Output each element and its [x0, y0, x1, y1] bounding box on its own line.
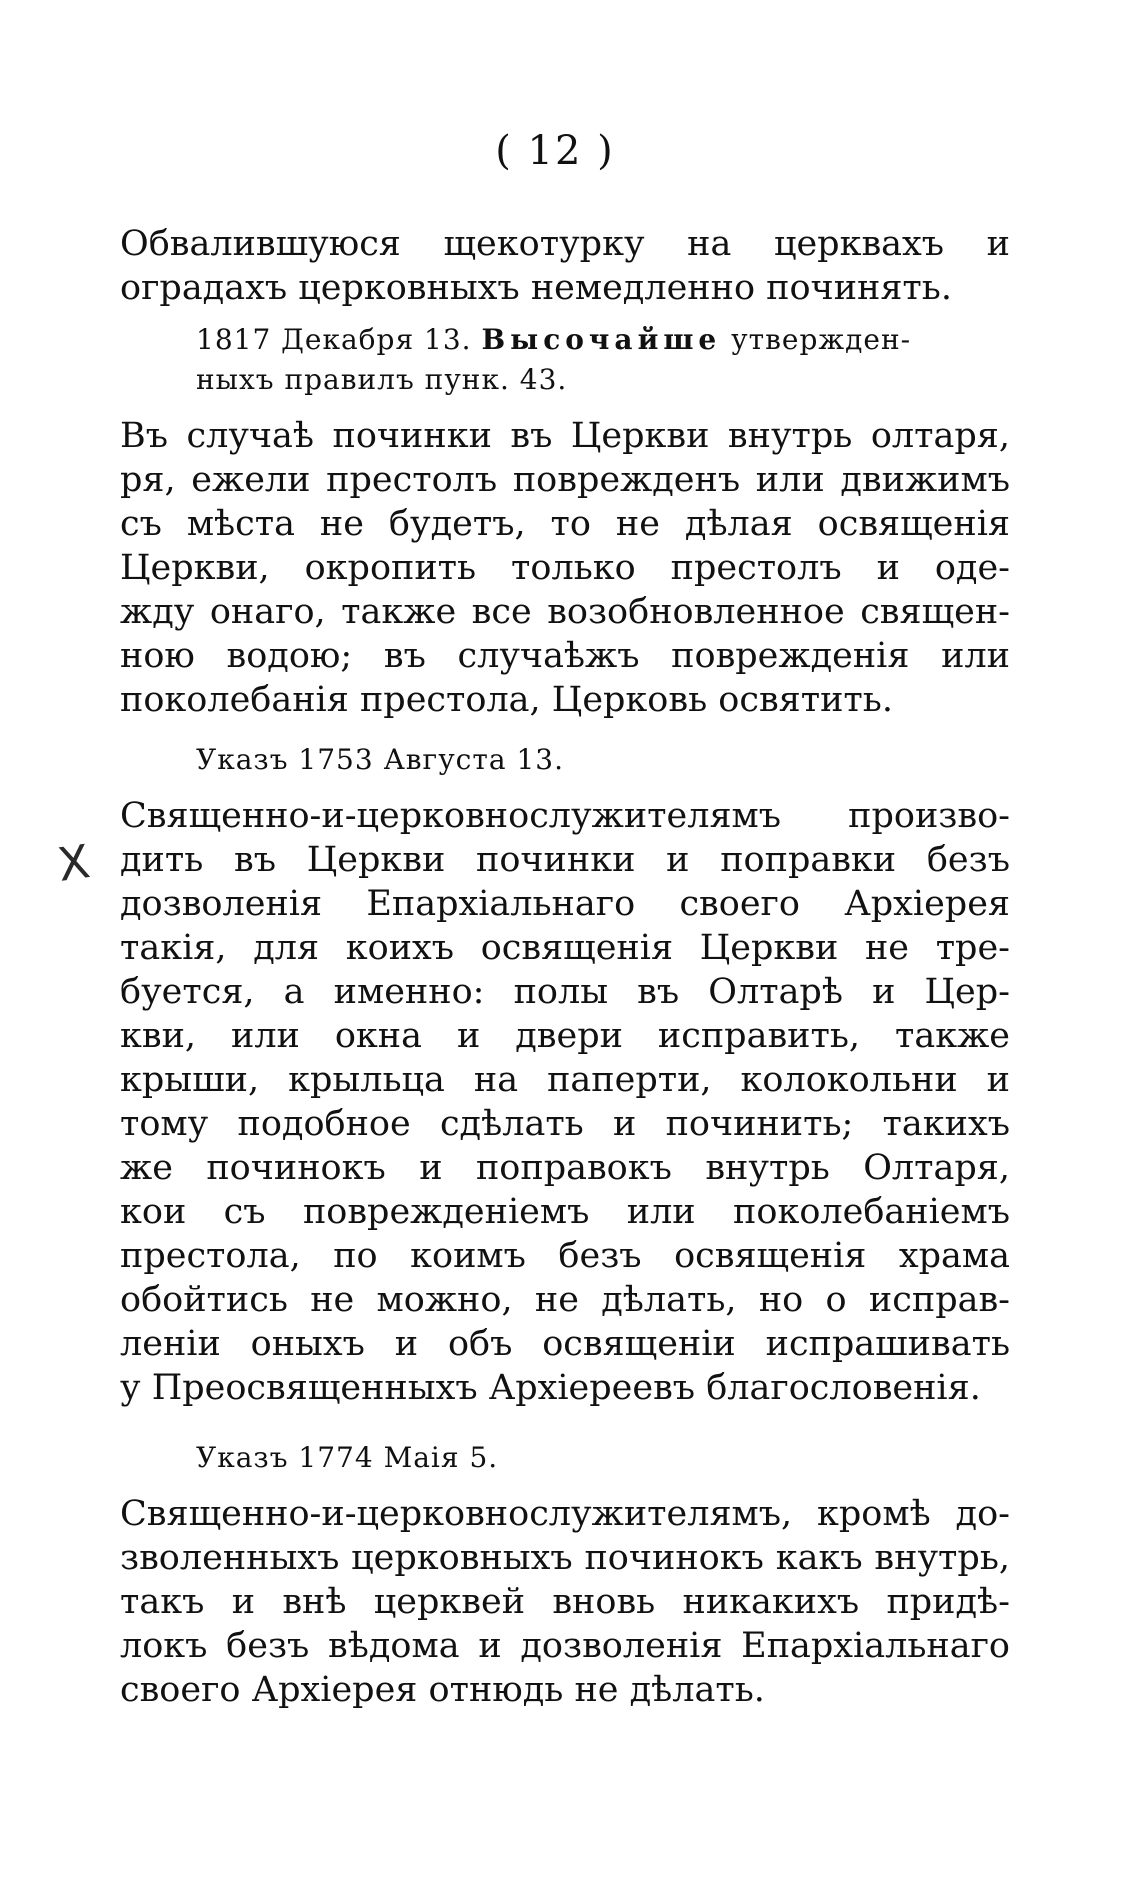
text-line: у Преосвященныхъ Архіереевъ благословенія. — [120, 1368, 981, 1408]
text-line: буется, а именно: полы въ Олтарѣ и Цер- — [120, 972, 1010, 1012]
citation-line: Указъ 1774 Маія 5. — [196, 1441, 499, 1474]
text-line: жду онаго, также все возобновленное священ- — [120, 592, 1010, 632]
text-line: оградахъ церковныхъ немедленно починять. — [120, 268, 952, 308]
text-line: тому подобное сдѣлать и починить; такихъ — [120, 1104, 1010, 1144]
text-line: престола, по коимъ безъ освященія храма — [120, 1236, 1010, 1276]
text-line: крыши, крыльца на паперти, колокольни и — [120, 1060, 1010, 1100]
paragraph-4 — [120, 1492, 1010, 1712]
text-line: такія, для коихъ освященія Церкви не тре- — [120, 928, 1010, 968]
text-line: дозволенія Епархіальнаго своего Архіерея — [120, 884, 1010, 924]
citation-line — [196, 320, 1010, 360]
text-line: поколебанія престола, Церковь освятить. — [120, 680, 893, 720]
text-line: Въ случаѣ починки въ Церкви внутрь олтаря, — [120, 416, 1010, 456]
text-line: Священно-и-церковнослужителямъ произво- — [120, 796, 1010, 836]
citation-rest: утвержден- — [731, 323, 912, 356]
text-line: леніи оныхъ и объ освященіи испрашивать — [120, 1324, 1010, 1364]
paragraph-1 — [120, 222, 1010, 310]
text-line: обойтись не можно, не дѣлать, но о исправ- — [120, 1280, 1010, 1320]
text-line: зволенныхъ церковныхъ починокъ какъ внутрь, — [120, 1538, 1010, 1578]
text-line: Обвалившуюся щекотурку на церквахъ и — [120, 224, 1010, 264]
handwritten-margin-mark: X — [54, 834, 94, 892]
text-line: Церкви, окропить только престолъ и оде- — [120, 548, 1010, 588]
text-line: кои съ поврежденіемъ или поколебаніемъ — [120, 1192, 1010, 1232]
text-line: дить въ Церкви починки и поправки безъ — [120, 840, 1010, 880]
paragraph-3 — [120, 794, 1010, 1410]
text-line: кви, или окна и двери исправить, также — [120, 1016, 1010, 1056]
citation-line: ныхъ правилъ пунк. 43. — [196, 363, 568, 396]
citation-1 — [196, 320, 1010, 400]
citation-date: 1817 Декабря 13. — [196, 323, 472, 356]
citation-line: Указъ 1753 Августа 13. — [196, 743, 564, 776]
text-line: такъ и внѣ церквей вновь никакихъ придѣ- — [120, 1582, 1010, 1622]
text-line: съ мѣста не будетъ, то не дѣлая освященія — [120, 504, 1010, 544]
text-line: ною водою; въ случаѣжъ поврежденія или — [120, 636, 1010, 676]
text-line: Священно-и-церковнослужителямъ, кромѣ до- — [120, 1494, 1010, 1534]
paragraph-2 — [120, 414, 1010, 722]
text-line: ря, ежели престолъ поврежденъ или движимъ — [120, 460, 1010, 500]
page-number: ( 12 ) — [495, 128, 615, 174]
citation-2 — [196, 740, 1010, 780]
text-line: же починокъ и поправокъ внутрь Олтаря, — [120, 1148, 1010, 1188]
citation-spaced-word: Высочайше — [481, 323, 722, 356]
text-line: своего Архіерея отнюдь не дѣлать. — [120, 1670, 765, 1710]
citation-3 — [196, 1438, 1010, 1478]
text-line: локъ безъ вѣдома и дозволенія Епархіальнаго — [120, 1626, 1010, 1666]
